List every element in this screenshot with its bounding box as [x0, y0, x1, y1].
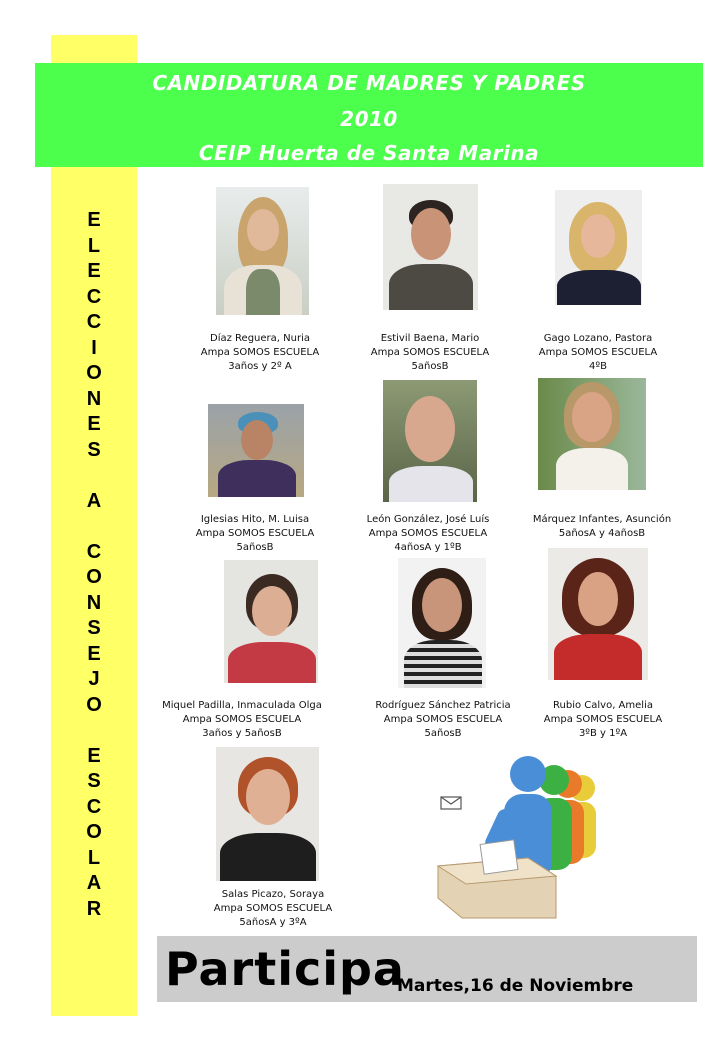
candidate-caption: Estivil Baena, Mario Ampa SOMOS ESCUELA 5añosB [370, 333, 490, 372]
header-banner [35, 63, 703, 167]
candidate-caption: Salas Picazo, Soraya Ampa SOMOS ESCUELA 5añosA y 3ºA [213, 889, 333, 928]
candidate-photo [208, 404, 304, 497]
vertical-letter: A [86, 872, 102, 894]
vertical-letter: E [87, 642, 101, 665]
vertical-letter: I [91, 336, 97, 359]
voting-figures-illustration [432, 748, 612, 920]
header-school: CEIP Huerta de Santa Marina [198, 141, 540, 165]
header-title: CANDIDATURA DE MADRES Y PADRES [152, 71, 586, 95]
candidate-photo [216, 747, 319, 881]
vertical-letter [76, 514, 112, 540]
vertical-letter: E [87, 209, 101, 231]
candidate-photo [398, 558, 486, 688]
vertical-letter: C [86, 285, 102, 308]
vertical-letter: C [86, 311, 102, 333]
vertical-letter: A [86, 489, 102, 512]
candidate-photo [548, 548, 648, 680]
vertical-letter: E [87, 744, 101, 767]
vertical-title [76, 208, 112, 922]
vertical-letter: O [86, 362, 102, 384]
vertical-letter: S [87, 617, 101, 639]
vertical-letter: N [86, 387, 102, 410]
candidate-caption: León González, José Luís Ampa SOMOS ESCUELA 4añosA y 1ºB [366, 514, 490, 553]
vertical-letter: L [87, 234, 101, 257]
candidate-photo [538, 378, 646, 490]
candidate-photo [383, 184, 478, 310]
header-year: 2010 [340, 107, 398, 131]
vertical-letter: N [86, 591, 102, 614]
vertical-letter: O [86, 566, 102, 588]
candidate-caption: Díaz Reguera, Nuria Ampa SOMOS ESCUELA 3años y 2º A [200, 333, 320, 372]
vertical-letter: C [86, 795, 102, 818]
vertical-letter: S [87, 770, 101, 792]
vertical-letter: E [87, 260, 101, 282]
candidate-caption: Rodríguez Sánchez Patricia Ampa SOMOS ESCUELA 5añosB [375, 700, 511, 739]
candidate-caption: Miquel Padilla, Inmaculada Olga Ampa SOMOS ESCUELA 3años y 5añosB [162, 700, 322, 739]
candidate-photo [224, 560, 318, 683]
vertical-letter: E [87, 413, 101, 435]
candidate-caption: Iglesias Hito, M. Luisa Ampa SOMOS ESCUELA 5añosB [195, 514, 315, 553]
vertical-letter [76, 463, 112, 489]
vertical-letter [76, 718, 112, 744]
footer-banner [157, 936, 697, 1002]
candidate-photo [383, 380, 477, 502]
vertical-letter: O [86, 693, 102, 716]
vertical-letter: C [86, 540, 102, 563]
footer-title: Participa [165, 942, 405, 996]
footer-date: Martes,16 de Noviembre [397, 976, 634, 996]
candidate-photo [555, 190, 642, 305]
vertical-letter: O [86, 821, 102, 843]
candidate-photo [216, 187, 309, 315]
candidate-caption: Gago Lozano, Pastora Ampa SOMOS ESCUELA 4ºB [538, 333, 658, 372]
vertical-letter: S [87, 438, 101, 461]
vertical-letter: J [88, 668, 100, 690]
vertical-letter: R [86, 897, 102, 920]
vertical-letter: L [87, 846, 101, 869]
candidate-caption: Rubio Calvo, Amelia Ampa SOMOS ESCUELA 3ºB y 1ºA [543, 700, 663, 739]
candidate-caption: Márquez Infantes, Asunción 5añosA y 4añosB [532, 514, 672, 539]
